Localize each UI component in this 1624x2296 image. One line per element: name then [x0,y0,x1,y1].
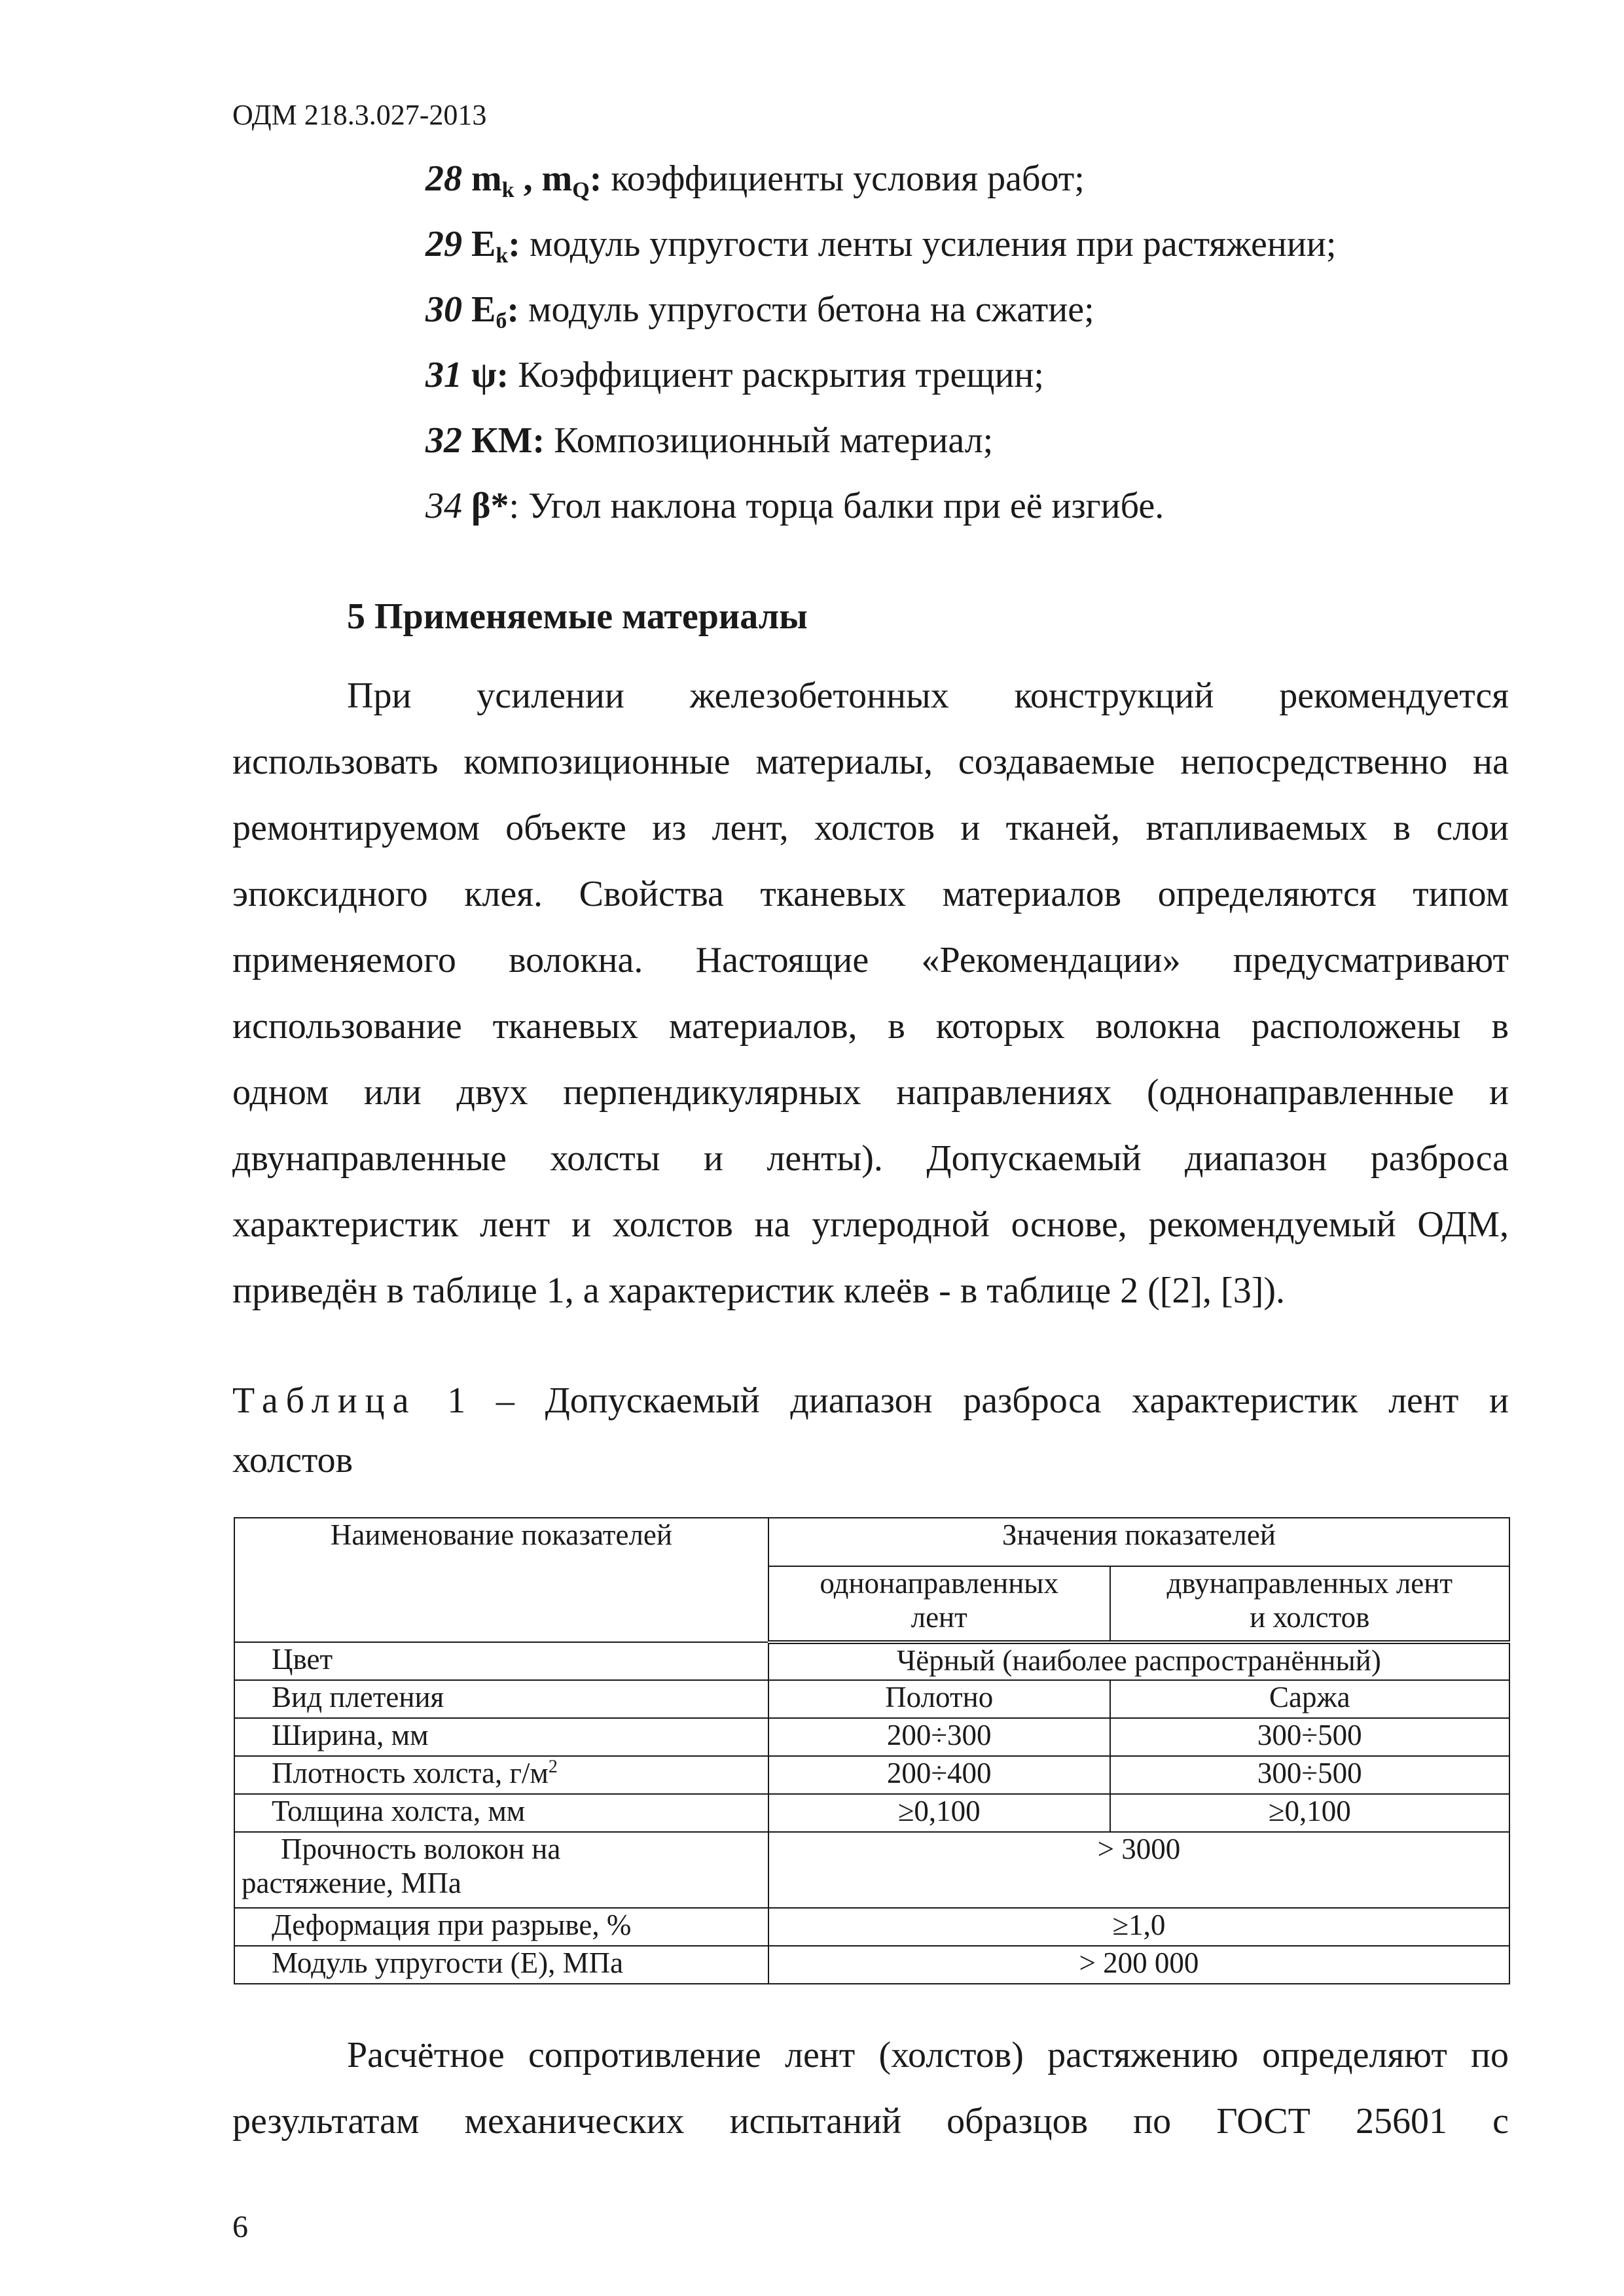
header-unidirectional: однонаправленных лент [768,1566,1110,1642]
table-header-row [234,1518,1509,1566]
characteristics-table [234,1517,1510,1984]
table-row: Модуль упругости (Е), МПа > 200 000 [234,1946,1509,1984]
table-row: Цвет Чёрный (наиболее распространённый) [234,1642,1509,1680]
header-values: Значения показателей [768,1518,1509,1566]
document-code: ОДМ 218.3.027-2013 [232,99,487,131]
definition-item: 34 β*: Угол наклона торца балки при её изгибе. [425,486,1164,526]
body-paragraph: Расчётное сопротивление лент (холстов) растяжению определяют по результатам механических испытаний образцов по ГОСТ 25601 с [232,2035,1509,2142]
header-name: Наименование показателей [234,1518,768,1642]
definition-item: 29 $E_k$: модуль упругости ленты усиления при растяжении; [425,224,1337,268]
body-paragraph: При усилении железобетонных конструкций рекомендуется использовать композиционные материалы, создаваемые непосредственно на ремонтируемом объекте из лент, холстов и тканей, втапливаемых в слои эпоксидного клея. Свойства тканевых материалов определяются типом применяемого волокна. Настоящие «Рекомендации» предусматривают использование тканевых материалов, в которых волокна расположены в одном или двух перпендикулярных направлениях (однонаправленные и двунаправленные холсты и ленты). Допускаемый диапазон разброса характеристик лент и холстов на углеродной основе, рекомендуемый ОДМ, приведён в таблице 1, а характеристик клеёв - в таблице 2 ([2], [3]). [232,675,1509,1311]
table-caption: Таблица 1 – Допускаемый диапазон разброса характеристик лент и холстов [232,1380,1509,1480]
definition-item: 32 КМ: Композиционный материал; [425,420,994,461]
section-heading: 5 Применяемые материалы [347,596,808,637]
definition-item: 30 $E_б$: модуль упругости бетона на сжатие; [425,289,1094,333]
page-number: 6 [232,2210,248,2244]
definition-item: 28 $m_k$ , $m_Q$: коэффициенты условия работ; [425,158,1085,202]
header-bidirectional: двунаправленных лент и холстов [1110,1566,1509,1642]
table-row: Толщина холста, мм ≥0,100 ≥0,100 [234,1794,1509,1832]
definition-item: 31 ψ: Коэффициент раскрытия трещин; [425,355,1044,395]
table-row: Ширина, мм 200÷300 300÷500 [234,1718,1509,1756]
table-row: Плотность холста, $г/м^2$ 200÷400 300÷500 [234,1756,1509,1794]
table-row: Деформация при разрыве, % ≥1,0 [234,1908,1509,1946]
table-row: Вид плетения Полотно Саржа [234,1680,1509,1718]
table-row: Прочность волокон на растяжение, МПа > 3000 [234,1832,1509,1908]
